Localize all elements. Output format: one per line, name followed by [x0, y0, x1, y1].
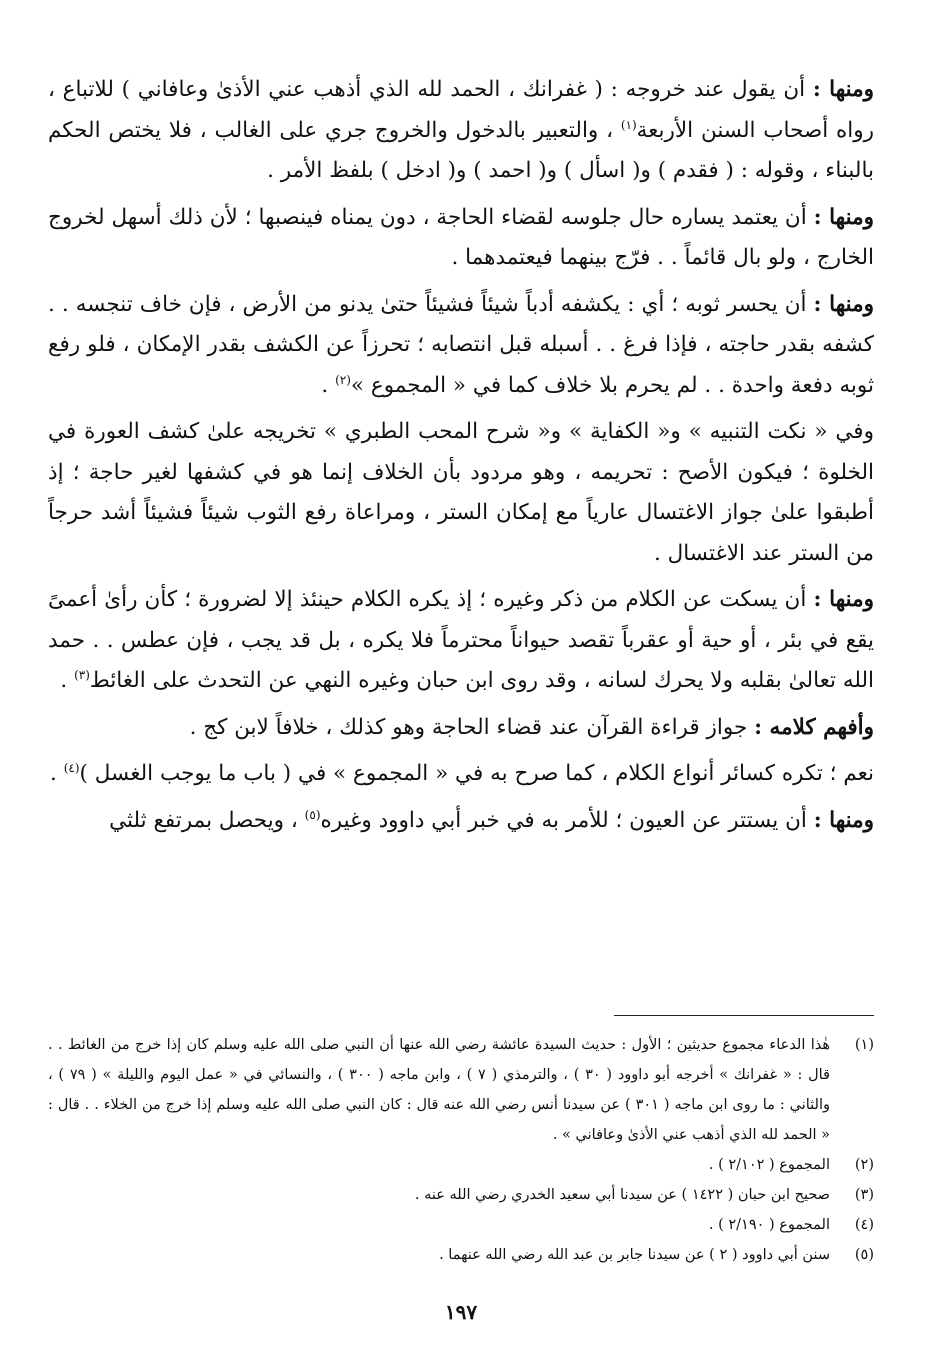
- paragraph-text-after: ، ويحصل بمرتفع ثلثي: [109, 807, 298, 833]
- footnote-ref[interactable]: (١): [620, 117, 637, 132]
- paragraph-text: أن يستتر عن العيون ؛ للأمر به في خبر أبي داوود وغيره: [320, 807, 807, 833]
- book-page: [48, 70, 874, 1324]
- paragraph-text: أن يحسر ثوبه ؛ أي : يكشفه أدباً شيئاً فشيئاً حتىٰ يدنو من الأرض ، فإن خاف تنجسه . . كشفه بقدر حاجته ، فإذا فرغ . . أسبله قبل انتصابه ؛ تحرزاً عن الكشف بقدر الإمكان ، فلو رفع ثوبه دفعة واحدة . . لم يحرم بلا خلاف كما في « المجموع »: [48, 291, 874, 398]
- footnote-number: (٥): [854, 1247, 874, 1263]
- footnote: [48, 1210, 874, 1240]
- paragraph-lead: ومنها :: [813, 587, 874, 612]
- paragraph-lead: ومنها :: [812, 77, 874, 102]
- footnote-number: (٤): [854, 1217, 874, 1233]
- footnote-ref[interactable]: (٣): [74, 667, 90, 682]
- paragraph-lead: نعم ؛: [829, 761, 874, 786]
- main-text: [48, 70, 874, 841]
- paragraph-text: أن يعتمد يساره حال جلوسه لقضاء الحاجة ، دون يمناه فينصبها ؛ لأن ذلك أسهل لخروج الخارج ، ولو بال قائماً . . فرّج بينهما فيعتمدهما .: [48, 204, 874, 270]
- paragraph-text: « نكت التنبيه » و« الكفاية » و« شرح المحب الطبري » تخريجه علىٰ كشف العورة في الخلوة ؛ فيكون الأصح : تحريمه ، وهو مردود بأن الخلاف إنما هو في كشفها لغير حاجة ؛ إذ أطبقوا علىٰ جواز الاغتسال عارياً مع إمكان الستر ، ومراعاة رفع الثوب شيئاً فشيئاً أشد حرجاً من الستر عند الاغتسال .: [48, 419, 874, 566]
- footnote-number: (٢): [854, 1157, 874, 1173]
- footnote-number: (١): [854, 1037, 874, 1053]
- footnote: [48, 1240, 874, 1270]
- paragraph-text-after: .: [50, 761, 57, 786]
- paragraph: [48, 580, 874, 702]
- footnote: [48, 1180, 874, 1210]
- footnote-ref[interactable]: (٢): [335, 372, 351, 387]
- paragraph: [48, 285, 874, 407]
- paragraph: [48, 412, 874, 574]
- paragraph-text: جواز قراءة القرآن عند قضاء الحاجة وهو كذلك ، خلافاً لابن كج .: [189, 714, 748, 740]
- page-number: ١٩٧: [444, 1300, 478, 1324]
- footnote-text: المجموع ( ٢/١٠٢ ) .: [708, 1157, 830, 1173]
- paragraph-lead: ومنها :: [813, 291, 874, 317]
- paragraph-lead: ومنها :: [813, 204, 874, 230]
- paragraph: [48, 708, 874, 749]
- footnote-text: سنن أبي داوود ( ٢ ) عن سيدنا جابر بن عبد الله رضي الله عنهما .: [439, 1247, 830, 1263]
- footnote-ref[interactable]: (٥): [304, 807, 321, 822]
- paragraph: [48, 754, 874, 795]
- paragraph-lead: وأفهم كلامه :: [754, 714, 874, 740]
- paragraph-text: أن يقول عند خروجه : ( غفرانك ، الحمد لله الذي أذهب عني الأذىٰ وعافاني ) للاتباع ، رواه أصحاب السنن الأربعة: [48, 77, 874, 143]
- paragraph: [48, 198, 874, 279]
- paragraph-text-after: .: [60, 668, 68, 693]
- paragraph: [48, 70, 874, 192]
- paragraph-lead: وفي: [835, 419, 874, 444]
- footnote-text: المجموع ( ٢/١٩٠ ) .: [708, 1217, 830, 1233]
- footnote-ref[interactable]: (٤): [63, 760, 80, 775]
- paragraph-text-after: ، والتعبير بالدخول والخروج جري على الغالب ، فلا يختص الحكم بالبناء ، وقوله : ( فقدم ) و( اسأل ) و( احمد ) و( ادخل ) بلفظ الأمر .: [48, 117, 874, 183]
- footnote-text: هٰذا الدعاء مجموع حديثين ؛ الأول : حديث السيدة عائشة رضي الله عنها أن النبي صلى الله عليه وسلم كان إذا خرج من الغائط . . قال : « غفرانك » أخرجه أبو داوود ( ٣٠ ) ، والترمذي ( ٧ ) ، وابن ماجه ( ٣٠٠ ) ، والنسائي في « عمل اليوم والليلة » ( ٧٩ ) ، والثاني : ما روى ابن ماجه ( ٣٠١ ) عن سيدنا أنس رضي الله عنه قال : كان النبي صلى الله عليه وسلم إذا خرج من الخلاء . . قال : « الحمد لله الذي أذهب عني الأذىٰ وعافاني » .: [48, 1037, 831, 1143]
- footnote-text: صحيح ابن حبان ( ١٤٢٢ ) عن سيدنا أبي سعيد الخدري رضي الله عنه .: [414, 1187, 830, 1203]
- footnote: [48, 1030, 874, 1150]
- footnote-separator: [614, 1015, 874, 1016]
- paragraph-text-after: .: [321, 372, 329, 398]
- paragraph-lead: ومنها :: [813, 807, 874, 833]
- footnote-number: (٣): [854, 1187, 874, 1203]
- footnote: [48, 1150, 874, 1180]
- paragraph: [48, 801, 874, 842]
- footnotes: [48, 1030, 874, 1270]
- paragraph-text: تكره كسائر أنواع الكلام ، كما صرح به في « المجموع » في ( باب ما يوجب الغسل ): [79, 761, 823, 786]
- paragraph-text: أن يسكت عن الكلام من ذكر وغيره ؛ إذ يكره الكلام حينئذ إلا لضرورة ؛ كأن رأىٰ أعمىً يقع في بئر ، أو حية أو عقرباً تقصد حيواناً محترماً فلا يكره ، بل قد يجب ، فإن عطس . . حمد الله تعالىٰ بقلبه ولا يحرك لسانه ، وقد روى ابن حبان وغيره النهي عن التحدث على الغائط: [48, 587, 874, 693]
